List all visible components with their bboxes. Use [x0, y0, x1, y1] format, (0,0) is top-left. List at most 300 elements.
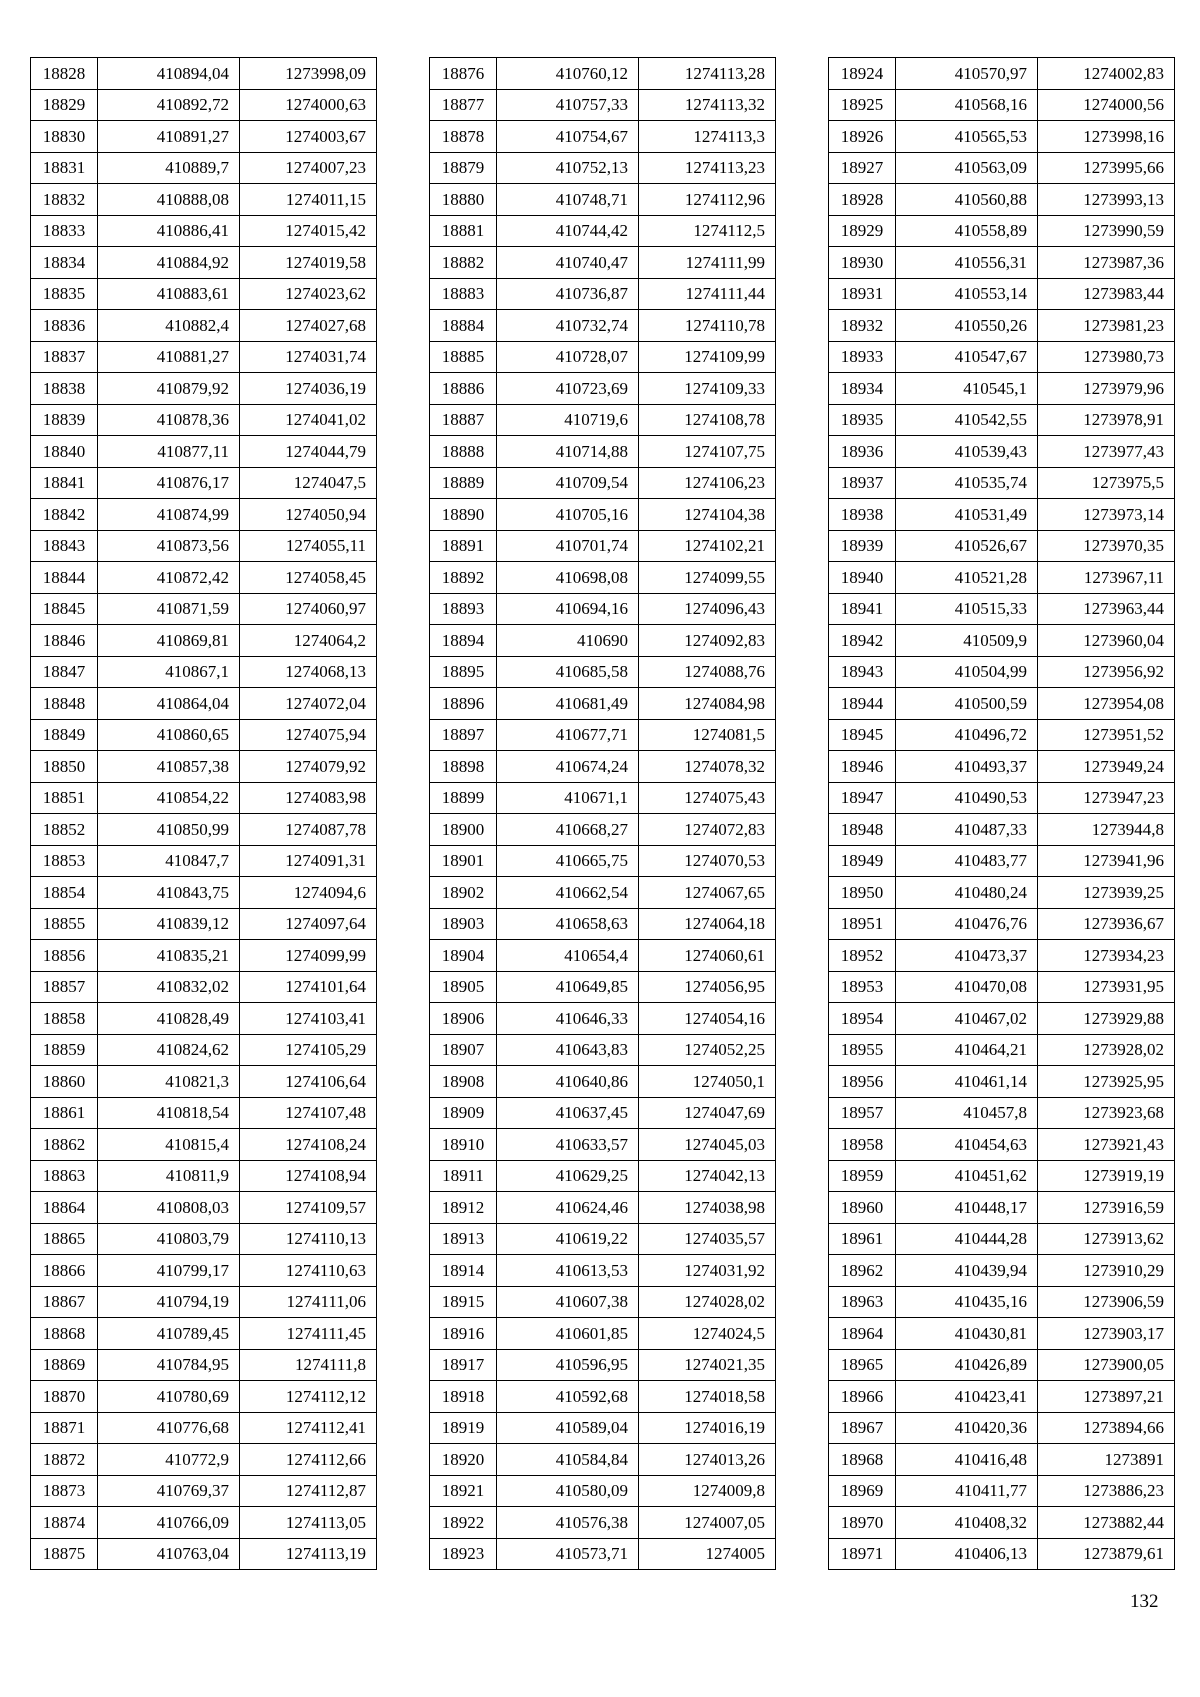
x-coordinate-cell: 410879,92 — [98, 373, 240, 405]
table-row — [31, 1318, 377, 1350]
point-number-cell: 18944 — [829, 688, 896, 720]
y-coordinate-cell: 1274104,38 — [639, 499, 776, 531]
point-number-cell: 18869 — [31, 1349, 98, 1381]
x-coordinate-cell: 410789,45 — [98, 1318, 240, 1350]
point-number-cell: 18933 — [829, 341, 896, 373]
x-coordinate-cell: 410643,83 — [497, 1034, 639, 1066]
y-coordinate-cell: 1274109,33 — [639, 373, 776, 405]
y-coordinate-cell: 1274078,32 — [639, 751, 776, 783]
x-coordinate-cell: 410763,04 — [98, 1538, 240, 1570]
y-coordinate-cell: 1273939,25 — [1038, 877, 1175, 909]
table-row — [829, 58, 1175, 90]
point-number-cell: 18926 — [829, 121, 896, 153]
point-number-cell: 18945 — [829, 719, 896, 751]
x-coordinate-cell: 410784,95 — [98, 1349, 240, 1381]
x-coordinate-cell: 410872,42 — [98, 562, 240, 594]
table-row — [31, 1444, 377, 1476]
y-coordinate-cell: 1273879,61 — [1038, 1538, 1175, 1570]
table-row — [430, 278, 776, 310]
y-coordinate-cell: 1274106,23 — [639, 467, 776, 499]
y-coordinate-cell: 1273947,23 — [1038, 782, 1175, 814]
table-row — [430, 58, 776, 90]
table-row — [31, 373, 377, 405]
point-number-cell: 18831 — [31, 152, 98, 184]
y-coordinate-cell: 1273913,62 — [1038, 1223, 1175, 1255]
point-number-cell: 18832 — [31, 184, 98, 216]
x-coordinate-cell: 410473,37 — [896, 940, 1038, 972]
table-row — [31, 1066, 377, 1098]
table-row — [829, 593, 1175, 625]
point-number-cell: 18854 — [31, 877, 98, 909]
x-coordinate-cell: 410685,58 — [497, 656, 639, 688]
table-row — [430, 971, 776, 1003]
y-coordinate-cell: 1274047,5 — [240, 467, 377, 499]
table-row — [31, 1097, 377, 1129]
x-coordinate-cell: 410420,36 — [896, 1412, 1038, 1444]
x-coordinate-cell: 410596,95 — [497, 1349, 639, 1381]
table-row — [31, 971, 377, 1003]
x-coordinate-cell: 410560,88 — [896, 184, 1038, 216]
x-coordinate-cell: 410780,69 — [98, 1381, 240, 1413]
point-number-cell: 18961 — [829, 1223, 896, 1255]
point-number-cell: 18842 — [31, 499, 98, 531]
x-coordinate-cell: 410589,04 — [497, 1412, 639, 1444]
x-coordinate-cell: 410629,25 — [497, 1160, 639, 1192]
point-number-cell: 18931 — [829, 278, 896, 310]
x-coordinate-cell: 410766,09 — [98, 1507, 240, 1539]
x-coordinate-cell: 410881,27 — [98, 341, 240, 373]
table-row — [829, 121, 1175, 153]
y-coordinate-cell: 1274019,58 — [240, 247, 377, 279]
x-coordinate-cell: 410884,92 — [98, 247, 240, 279]
point-number-cell: 18906 — [430, 1003, 497, 1035]
point-number-cell: 18964 — [829, 1318, 896, 1350]
point-number-cell: 18839 — [31, 404, 98, 436]
table-row — [430, 719, 776, 751]
y-coordinate-cell: 1274094,6 — [240, 877, 377, 909]
table-row — [430, 310, 776, 342]
y-coordinate-cell: 1274107,75 — [639, 436, 776, 468]
point-number-cell: 18956 — [829, 1066, 896, 1098]
x-coordinate-cell: 410701,74 — [497, 530, 639, 562]
y-coordinate-cell: 1274111,45 — [240, 1318, 377, 1350]
y-coordinate-cell: 1273954,08 — [1038, 688, 1175, 720]
x-coordinate-cell: 410423,41 — [896, 1381, 1038, 1413]
point-number-cell: 18884 — [430, 310, 497, 342]
y-coordinate-cell: 1273929,88 — [1038, 1003, 1175, 1035]
y-coordinate-cell: 1273967,11 — [1038, 562, 1175, 594]
y-coordinate-cell: 1273998,16 — [1038, 121, 1175, 153]
y-coordinate-cell: 1274088,76 — [639, 656, 776, 688]
x-coordinate-cell: 410545,1 — [896, 373, 1038, 405]
page-number: 132 — [1130, 1591, 1159, 1612]
table-row — [31, 310, 377, 342]
y-coordinate-cell: 1274064,2 — [240, 625, 377, 657]
x-coordinate-cell: 410550,26 — [896, 310, 1038, 342]
y-coordinate-cell: 1274044,79 — [240, 436, 377, 468]
point-number-cell: 18902 — [430, 877, 497, 909]
table-row — [31, 1507, 377, 1539]
table-row — [31, 908, 377, 940]
y-coordinate-cell: 1273979,96 — [1038, 373, 1175, 405]
y-coordinate-cell: 1273960,04 — [1038, 625, 1175, 657]
x-coordinate-cell: 410490,53 — [896, 782, 1038, 814]
point-number-cell: 18885 — [430, 341, 497, 373]
y-coordinate-cell: 1274028,02 — [639, 1286, 776, 1318]
y-coordinate-cell: 1273995,66 — [1038, 152, 1175, 184]
table-row — [31, 436, 377, 468]
x-coordinate-cell: 410714,88 — [497, 436, 639, 468]
point-number-cell: 18958 — [829, 1129, 896, 1161]
y-coordinate-cell: 1273886,23 — [1038, 1475, 1175, 1507]
point-number-cell: 18858 — [31, 1003, 98, 1035]
x-coordinate-cell: 410613,53 — [497, 1255, 639, 1287]
point-number-cell: 18891 — [430, 530, 497, 562]
y-coordinate-cell: 1273987,36 — [1038, 247, 1175, 279]
table-row — [430, 656, 776, 688]
table-row — [430, 1381, 776, 1413]
table-row — [430, 1160, 776, 1192]
x-coordinate-cell: 410592,68 — [497, 1381, 639, 1413]
x-coordinate-cell: 410803,79 — [98, 1223, 240, 1255]
table-row — [829, 625, 1175, 657]
y-coordinate-cell: 1274083,98 — [240, 782, 377, 814]
point-number-cell: 18898 — [430, 751, 497, 783]
point-number-cell: 18949 — [829, 845, 896, 877]
x-coordinate-cell: 410874,99 — [98, 499, 240, 531]
x-coordinate-cell: 410658,63 — [497, 908, 639, 940]
table-row — [430, 1129, 776, 1161]
point-number-cell: 18913 — [430, 1223, 497, 1255]
point-number-cell: 18865 — [31, 1223, 98, 1255]
y-coordinate-cell: 1274064,18 — [639, 908, 776, 940]
y-coordinate-cell: 1273934,23 — [1038, 940, 1175, 972]
x-coordinate-cell: 410871,59 — [98, 593, 240, 625]
table-row — [31, 1538, 377, 1570]
x-coordinate-cell: 410690 — [497, 625, 639, 657]
y-coordinate-cell: 1274067,65 — [639, 877, 776, 909]
table-row — [31, 782, 377, 814]
table-row — [31, 656, 377, 688]
table-row — [430, 499, 776, 531]
point-number-cell: 18950 — [829, 877, 896, 909]
x-coordinate-cell: 410882,4 — [98, 310, 240, 342]
y-coordinate-cell: 1273928,02 — [1038, 1034, 1175, 1066]
x-coordinate-cell: 410665,75 — [497, 845, 639, 877]
y-coordinate-cell: 1273998,09 — [240, 58, 377, 90]
x-coordinate-cell: 410860,65 — [98, 719, 240, 751]
table-row — [430, 940, 776, 972]
y-coordinate-cell: 1274070,53 — [639, 845, 776, 877]
y-coordinate-cell: 1274113,28 — [639, 58, 776, 90]
point-number-cell: 18846 — [31, 625, 98, 657]
table-body — [430, 58, 776, 1570]
y-coordinate-cell: 1273936,67 — [1038, 908, 1175, 940]
point-number-cell: 18844 — [31, 562, 98, 594]
x-coordinate-cell: 410654,4 — [497, 940, 639, 972]
y-coordinate-cell: 1274107,48 — [240, 1097, 377, 1129]
y-coordinate-cell: 1274108,24 — [240, 1129, 377, 1161]
table-row — [430, 467, 776, 499]
table-row — [31, 1349, 377, 1381]
point-number-cell: 18925 — [829, 89, 896, 121]
y-coordinate-cell: 1274111,8 — [240, 1349, 377, 1381]
table-row — [430, 247, 776, 279]
x-coordinate-cell: 410448,17 — [896, 1192, 1038, 1224]
table-row — [31, 1192, 377, 1224]
x-coordinate-cell: 410496,72 — [896, 719, 1038, 751]
x-coordinate-cell: 410584,84 — [497, 1444, 639, 1476]
point-number-cell: 18918 — [430, 1381, 497, 1413]
point-number-cell: 18897 — [430, 719, 497, 751]
x-coordinate-cell: 410776,68 — [98, 1412, 240, 1444]
y-coordinate-cell: 1274112,87 — [240, 1475, 377, 1507]
table-row — [430, 1318, 776, 1350]
table-row — [31, 467, 377, 499]
x-coordinate-cell: 410454,63 — [896, 1129, 1038, 1161]
table-row — [430, 1507, 776, 1539]
y-coordinate-cell: 1274035,57 — [639, 1223, 776, 1255]
point-number-cell: 18834 — [31, 247, 98, 279]
point-number-cell: 18971 — [829, 1538, 896, 1570]
point-number-cell: 18909 — [430, 1097, 497, 1129]
point-number-cell: 18938 — [829, 499, 896, 531]
y-coordinate-cell: 1274101,64 — [240, 971, 377, 1003]
point-number-cell: 18893 — [430, 593, 497, 625]
point-number-cell: 18934 — [829, 373, 896, 405]
point-number-cell: 18966 — [829, 1381, 896, 1413]
table-row — [829, 373, 1175, 405]
y-coordinate-cell: 1274031,92 — [639, 1255, 776, 1287]
point-number-cell: 18936 — [829, 436, 896, 468]
point-number-cell: 18951 — [829, 908, 896, 940]
y-coordinate-cell: 1274015,42 — [240, 215, 377, 247]
y-coordinate-cell: 1274027,68 — [240, 310, 377, 342]
point-number-cell: 18946 — [829, 751, 896, 783]
table-row — [430, 1286, 776, 1318]
point-number-cell: 18843 — [31, 530, 98, 562]
point-number-cell: 18879 — [430, 152, 497, 184]
point-number-cell: 18859 — [31, 1034, 98, 1066]
table-row — [430, 1192, 776, 1224]
point-number-cell: 18847 — [31, 656, 98, 688]
x-coordinate-cell: 410719,6 — [497, 404, 639, 436]
y-coordinate-cell: 1274103,41 — [240, 1003, 377, 1035]
x-coordinate-cell: 410467,02 — [896, 1003, 1038, 1035]
table-row — [31, 89, 377, 121]
table-row — [829, 1192, 1175, 1224]
x-coordinate-cell: 410515,33 — [896, 593, 1038, 625]
y-coordinate-cell: 1274055,11 — [240, 530, 377, 562]
table-row — [31, 688, 377, 720]
point-number-cell: 18960 — [829, 1192, 896, 1224]
y-coordinate-cell: 1274024,5 — [639, 1318, 776, 1350]
point-number-cell: 18900 — [430, 814, 497, 846]
table-row — [829, 436, 1175, 468]
x-coordinate-cell: 410748,71 — [497, 184, 639, 216]
y-coordinate-cell: 1274110,13 — [240, 1223, 377, 1255]
x-coordinate-cell: 410754,67 — [497, 121, 639, 153]
table-row — [430, 373, 776, 405]
x-coordinate-cell: 410556,31 — [896, 247, 1038, 279]
x-coordinate-cell: 410542,55 — [896, 404, 1038, 436]
point-number-cell: 18880 — [430, 184, 497, 216]
point-number-cell: 18908 — [430, 1066, 497, 1098]
y-coordinate-cell: 1273906,59 — [1038, 1286, 1175, 1318]
table-row — [829, 1349, 1175, 1381]
table-row — [430, 782, 776, 814]
point-number-cell: 18862 — [31, 1129, 98, 1161]
x-coordinate-cell: 410677,71 — [497, 719, 639, 751]
point-number-cell: 18886 — [430, 373, 497, 405]
y-coordinate-cell: 1274106,64 — [240, 1066, 377, 1098]
x-coordinate-cell: 410563,09 — [896, 152, 1038, 184]
table-row — [430, 89, 776, 121]
point-number-cell: 18927 — [829, 152, 896, 184]
table-row — [829, 467, 1175, 499]
x-coordinate-cell: 410876,17 — [98, 467, 240, 499]
y-coordinate-cell: 1273882,44 — [1038, 1507, 1175, 1539]
table-row — [829, 1097, 1175, 1129]
x-coordinate-cell: 410547,67 — [896, 341, 1038, 373]
table-body — [829, 58, 1175, 1570]
table-row — [829, 940, 1175, 972]
x-coordinate-cell: 410698,08 — [497, 562, 639, 594]
x-coordinate-cell: 410769,37 — [98, 1475, 240, 1507]
y-coordinate-cell: 1274111,06 — [240, 1286, 377, 1318]
x-coordinate-cell: 410821,3 — [98, 1066, 240, 1098]
y-coordinate-cell: 1274081,5 — [639, 719, 776, 751]
point-number-cell: 18899 — [430, 782, 497, 814]
table-row — [31, 1034, 377, 1066]
table-body — [31, 58, 377, 1570]
y-coordinate-cell: 1274060,97 — [240, 593, 377, 625]
x-coordinate-cell: 410671,1 — [497, 782, 639, 814]
x-coordinate-cell: 410891,27 — [98, 121, 240, 153]
table-row — [430, 688, 776, 720]
y-coordinate-cell: 1274031,74 — [240, 341, 377, 373]
y-coordinate-cell: 1273993,13 — [1038, 184, 1175, 216]
x-coordinate-cell: 410406,13 — [896, 1538, 1038, 1570]
table-row — [829, 1003, 1175, 1035]
x-coordinate-cell: 410867,1 — [98, 656, 240, 688]
table-row — [31, 1286, 377, 1318]
x-coordinate-cell: 410426,89 — [896, 1349, 1038, 1381]
table-row — [31, 1003, 377, 1035]
table-row — [829, 278, 1175, 310]
y-coordinate-cell: 1274111,44 — [639, 278, 776, 310]
x-coordinate-cell: 410573,71 — [497, 1538, 639, 1570]
point-number-cell: 18905 — [430, 971, 497, 1003]
table-row — [31, 1381, 377, 1413]
y-coordinate-cell: 1274111,99 — [639, 247, 776, 279]
table-row — [829, 215, 1175, 247]
y-coordinate-cell: 1274072,83 — [639, 814, 776, 846]
y-coordinate-cell: 1274007,23 — [240, 152, 377, 184]
y-coordinate-cell: 1273910,29 — [1038, 1255, 1175, 1287]
table-row — [829, 1444, 1175, 1476]
point-number-cell: 18864 — [31, 1192, 98, 1224]
x-coordinate-cell: 410668,27 — [497, 814, 639, 846]
x-coordinate-cell: 410873,56 — [98, 530, 240, 562]
x-coordinate-cell: 410416,48 — [896, 1444, 1038, 1476]
y-coordinate-cell: 1273983,44 — [1038, 278, 1175, 310]
table-row — [31, 625, 377, 657]
x-coordinate-cell: 410531,49 — [896, 499, 1038, 531]
table-row — [829, 1475, 1175, 1507]
table-row — [829, 562, 1175, 594]
point-number-cell: 18967 — [829, 1412, 896, 1444]
y-coordinate-cell: 1273973,14 — [1038, 499, 1175, 531]
table-row — [829, 247, 1175, 279]
point-number-cell: 18924 — [829, 58, 896, 90]
point-number-cell: 18935 — [829, 404, 896, 436]
y-coordinate-cell: 1273894,66 — [1038, 1412, 1175, 1444]
x-coordinate-cell: 410470,08 — [896, 971, 1038, 1003]
table-row — [430, 1034, 776, 1066]
y-coordinate-cell: 1274113,19 — [240, 1538, 377, 1570]
y-coordinate-cell: 1273916,59 — [1038, 1192, 1175, 1224]
coordinate-table-1 — [30, 57, 377, 1570]
table-row — [31, 1223, 377, 1255]
y-coordinate-cell: 1273919,19 — [1038, 1160, 1175, 1192]
point-number-cell: 18942 — [829, 625, 896, 657]
point-number-cell: 18840 — [31, 436, 98, 468]
table-row — [31, 278, 377, 310]
x-coordinate-cell: 410843,75 — [98, 877, 240, 909]
point-number-cell: 18866 — [31, 1255, 98, 1287]
point-number-cell: 18952 — [829, 940, 896, 972]
y-coordinate-cell: 1274110,78 — [639, 310, 776, 342]
y-coordinate-cell: 1273977,43 — [1038, 436, 1175, 468]
point-number-cell: 18953 — [829, 971, 896, 1003]
point-number-cell: 18830 — [31, 121, 98, 153]
point-number-cell: 18915 — [430, 1286, 497, 1318]
x-coordinate-cell: 410752,13 — [497, 152, 639, 184]
x-coordinate-cell: 410740,47 — [497, 247, 639, 279]
x-coordinate-cell: 410493,37 — [896, 751, 1038, 783]
x-coordinate-cell: 410864,04 — [98, 688, 240, 720]
coordinate-table-2 — [429, 57, 776, 1570]
y-coordinate-cell: 1273990,59 — [1038, 215, 1175, 247]
point-number-cell: 18852 — [31, 814, 98, 846]
point-number-cell: 18860 — [31, 1066, 98, 1098]
x-coordinate-cell: 410877,11 — [98, 436, 240, 468]
point-number-cell: 18863 — [31, 1160, 98, 1192]
x-coordinate-cell: 410649,85 — [497, 971, 639, 1003]
point-number-cell: 18848 — [31, 688, 98, 720]
y-coordinate-cell: 1274058,45 — [240, 562, 377, 594]
table-row — [31, 1475, 377, 1507]
y-coordinate-cell: 1274000,63 — [240, 89, 377, 121]
y-coordinate-cell: 1274011,15 — [240, 184, 377, 216]
point-number-cell: 18903 — [430, 908, 497, 940]
point-number-cell: 18873 — [31, 1475, 98, 1507]
table-row — [31, 58, 377, 90]
x-coordinate-cell: 410674,24 — [497, 751, 639, 783]
point-number-cell: 18962 — [829, 1255, 896, 1287]
table-row — [829, 688, 1175, 720]
x-coordinate-cell: 410894,04 — [98, 58, 240, 90]
table-row — [829, 1538, 1175, 1570]
y-coordinate-cell: 1274113,23 — [639, 152, 776, 184]
table-row — [430, 436, 776, 468]
y-coordinate-cell: 1273970,35 — [1038, 530, 1175, 562]
point-number-cell: 18835 — [31, 278, 98, 310]
table-row — [31, 121, 377, 153]
y-coordinate-cell: 1274087,78 — [240, 814, 377, 846]
point-number-cell: 18841 — [31, 467, 98, 499]
